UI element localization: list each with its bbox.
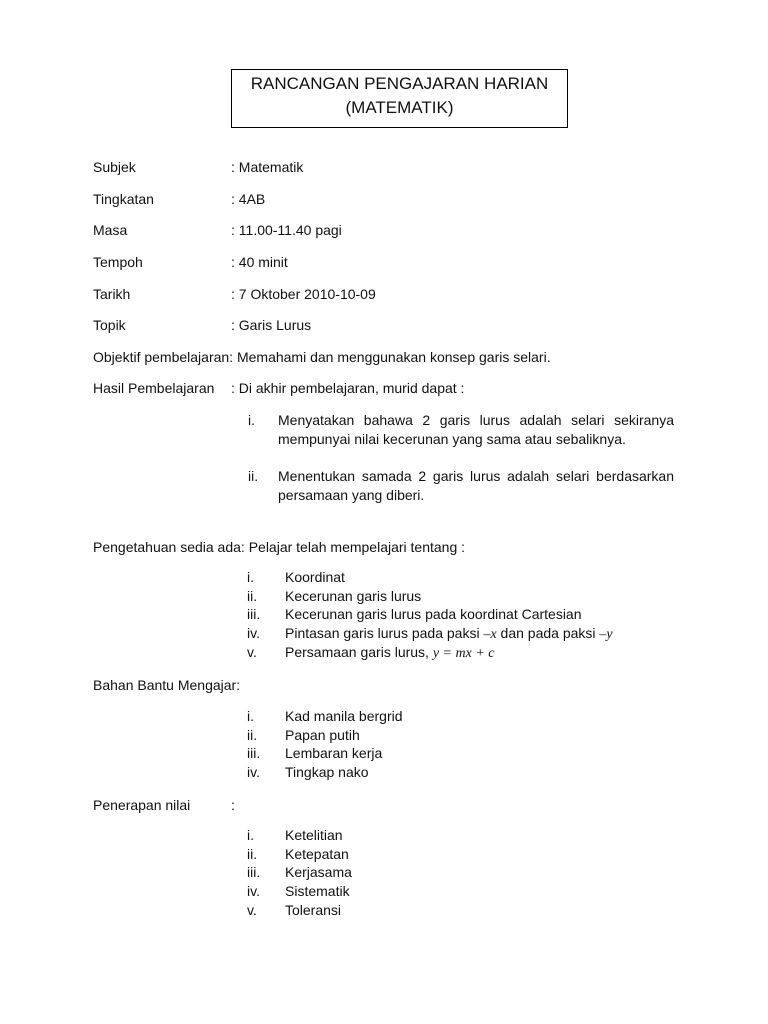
math-expression: –x [483,627,497,643]
list-item-text-group [285,643,495,664]
list-item-text: Tingkap nako [285,764,369,781]
list-item-text-group [285,624,613,645]
field-value: : Garis Lurus [231,317,312,333]
list-item-number: iii. [247,606,261,623]
field-label: Hasil Pembelajaran [93,380,215,396]
list-item-number: v. [247,901,257,918]
list-item-number: v. [247,643,257,660]
field-value: : Di akhir pembelajaran, murid dapat : [231,380,465,396]
list-item-text: Pintasan garis lurus pada paksi [285,625,484,642]
list-item-number: iv. [247,883,260,900]
list-item-text: Lembaran kerja [285,745,383,762]
list-item-text: Kecerunan garis lurus pada koordinat Cartesian [285,606,582,623]
list-item-number: ii. [247,587,258,604]
list-item-number: iii. [247,745,261,762]
field-label: Tarikh [93,286,131,302]
list-item-text: Kecerunan garis lurus [285,587,422,604]
document-title: RANCANGAN PENGAJARAN HARIAN [250,74,549,93]
list-item-text: Papan putih [285,726,360,743]
list-item-number: ii. [247,726,258,743]
field-value: : 40 minit [231,254,288,270]
hasil-item-text: Menyatakan bahawa 2 garis lurus adalah selari sekiranya mempunyai nilai kecerunan yang sama atau sebaliknya. [278,412,674,447]
list-item-text: Kad manila bergrid [285,708,403,724]
list-item-text: Koordinat [285,569,345,585]
list-item-text: Persamaan garis lurus, [285,643,433,660]
field-value: : 4AB [231,190,266,207]
hasil-item-text: Menentukan samada 2 garis lurus adalah selari berdasarkan persamaan yang diberi. [278,468,674,503]
math-expression: –y [599,627,613,643]
field-label: Masa [93,222,128,238]
list-item-number: iii. [247,864,261,881]
penerapan-colon: : [231,797,235,813]
field-value: : 11.00-11.40 pagi [231,222,342,238]
list-item-number: iv. [247,625,260,642]
pengetahuan-heading: Pengetahuan sedia ada: Pelajar telah mempelajari tentang : [93,539,466,555]
list-item-number: ii. [247,845,258,862]
math-expression: y = mx + c [432,645,495,661]
hasil-item-number: i. [248,412,255,428]
bahan-heading: Bahan Bantu Mengajar: [93,677,241,693]
document-subtitle: (MATEMATIK) [345,98,454,117]
list-item-text: Kerjasama [285,864,352,881]
list-item-number: i. [247,708,254,724]
field-value: : Matematik [231,159,304,175]
list-item-number: iv. [247,764,260,781]
field-value: : 7 Oktober 2010-10-09 [231,286,376,302]
list-item-text: Ketelitian [285,827,343,843]
field-label: Tempoh [93,254,143,270]
list-item-text: dan pada paksi [496,625,600,642]
penerapan-heading: Penerapan nilai [93,797,191,813]
objektif-pembelajaran: Objektif pembelajaran: Memahami dan menggunakan konsep garis selari. [93,349,551,365]
hasil-item-number: ii. [248,468,259,484]
document-title-box [231,69,568,128]
list-item-text: Toleransi [285,901,342,918]
list-item-number: i. [247,827,254,843]
field-label: Tingkatan [93,190,154,207]
field-label: Topik [93,317,126,333]
list-item-text: Ketepatan [285,845,349,862]
list-item-text: Sistematik [285,883,350,900]
list-item-number: i. [247,569,254,585]
field-label: Subjek [93,159,136,175]
